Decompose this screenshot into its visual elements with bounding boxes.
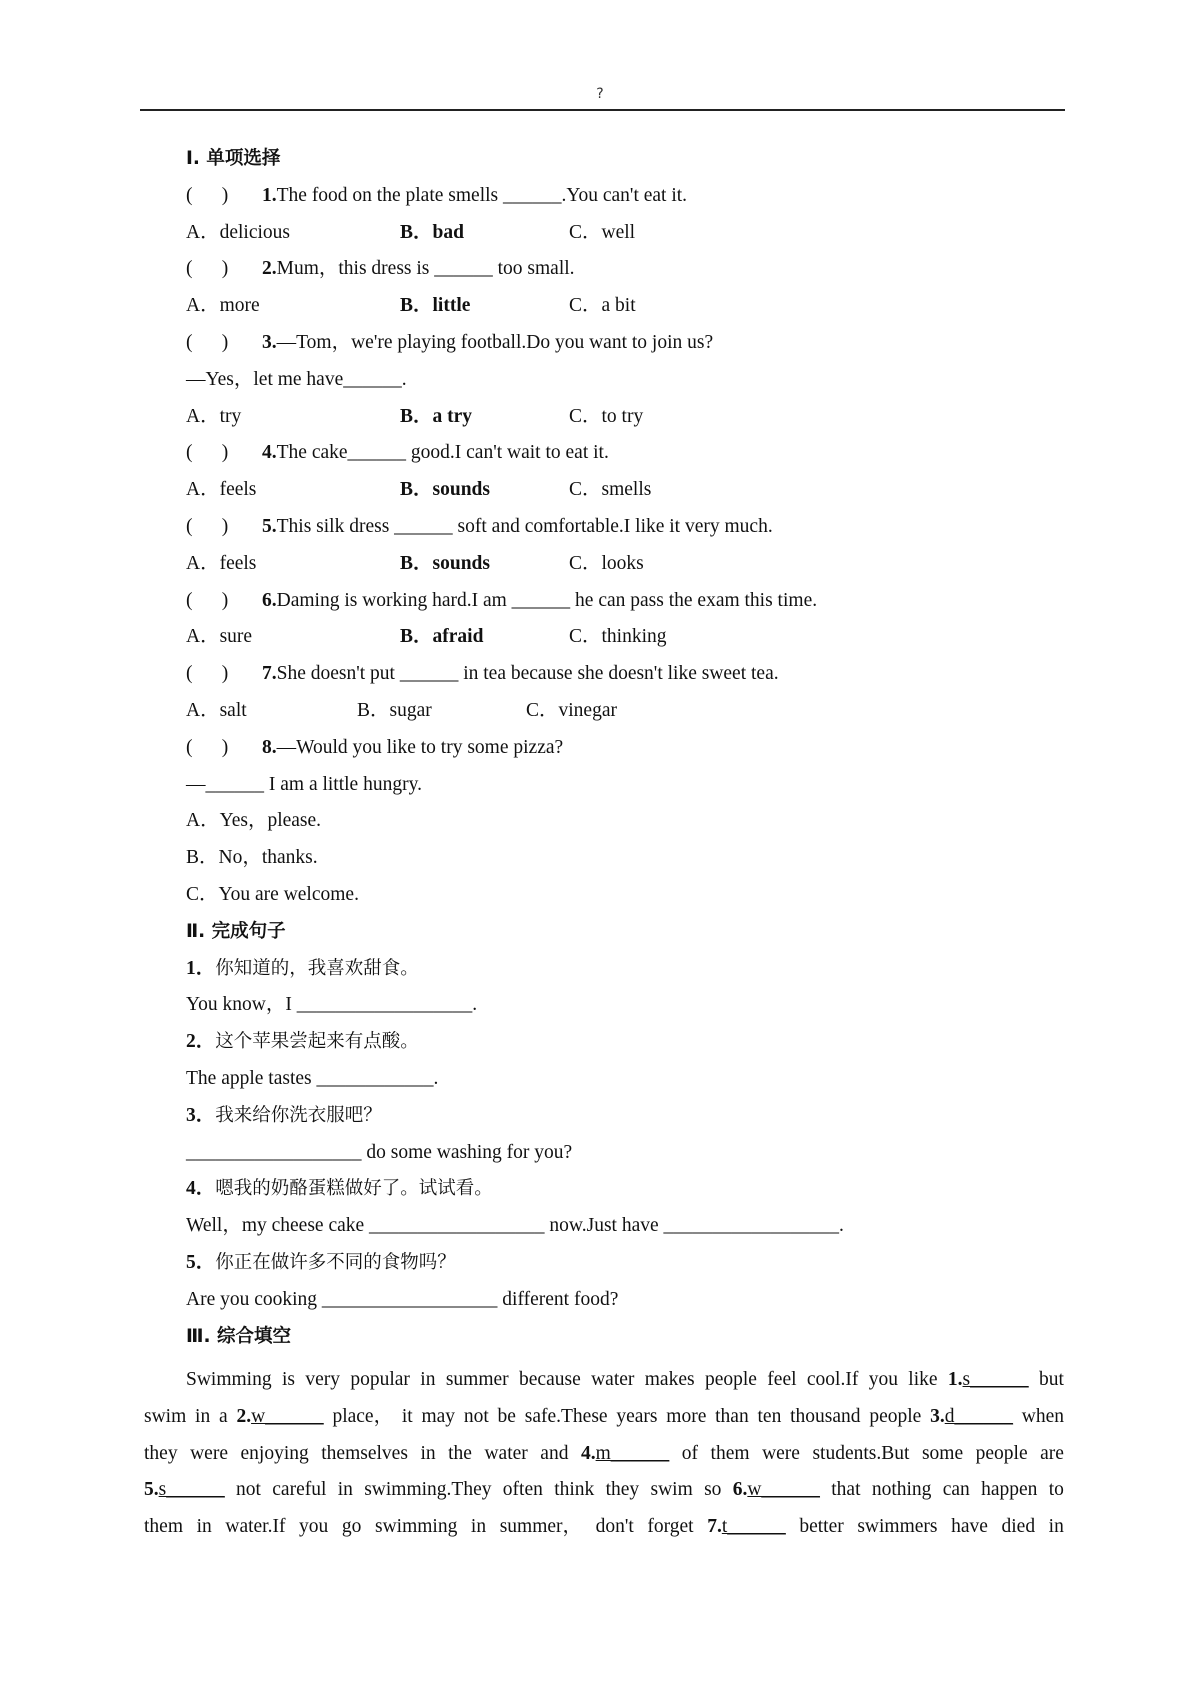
sentence-4-answer[interactable]: Well，my cheese cake __________________ now.Just have __________________. <box>186 1215 844 1237</box>
question-7 <box>186 656 1066 693</box>
word: because <box>519 1369 581 1390</box>
section-title-multiple-choice: Ⅰ. 单项选择 <box>186 148 281 169</box>
sentence-3-answer[interactable]: __________________ do some washing for you? <box>186 1141 573 1163</box>
word: in <box>420 1442 436 1464</box>
word: more <box>666 1405 707 1427</box>
question-1 <box>186 178 1066 215</box>
word: are <box>1040 1442 1064 1464</box>
word: them <box>710 1442 750 1464</box>
question-number: 5. <box>262 515 277 537</box>
word: to <box>1048 1479 1064 1501</box>
question-4-options <box>186 472 1066 509</box>
word: not <box>463 1405 489 1427</box>
sentence-number: 5． <box>186 1251 216 1273</box>
word: cool.If <box>806 1369 859 1390</box>
cloze-line-1 <box>144 1362 1064 1399</box>
word: like <box>908 1369 938 1390</box>
question-number: 1. <box>262 184 277 206</box>
answer-bracket[interactable]: ( ) <box>186 184 229 206</box>
cloze-line-4 <box>144 1472 1064 1509</box>
question-5-options <box>186 546 1066 583</box>
section-title-complete-sentences: Ⅱ. 完成句子 <box>186 920 286 942</box>
question-1-options <box>186 215 1066 252</box>
word: safe.These <box>524 1405 608 1427</box>
word: happen <box>981 1479 1038 1501</box>
word: were <box>762 1442 800 1464</box>
word: it <box>401 1405 413 1427</box>
answer-bracket[interactable]: ( ) <box>186 258 229 280</box>
word: thousand <box>790 1405 861 1427</box>
question-text: —Tom，we're playing football.Do you want to join us? <box>276 331 714 353</box>
word: people <box>869 1405 922 1427</box>
word: that <box>831 1479 861 1501</box>
chinese-prompt: 这个苹果尝起来有点酸。 <box>215 1031 419 1053</box>
word: place， <box>332 1405 394 1427</box>
option-a[interactable]: A．feels <box>186 552 257 574</box>
sentence-4-prompt <box>186 1171 1066 1208</box>
word: so <box>704 1479 722 1501</box>
blank-number: 1. <box>947 1369 963 1390</box>
word: often <box>502 1479 543 1501</box>
word: swimming <box>374 1516 458 1538</box>
option-b[interactable]: B．afraid <box>400 626 484 648</box>
word: is <box>281 1369 295 1390</box>
header-mark: ? <box>596 86 604 102</box>
word: in <box>470 1516 487 1538</box>
question-number: 4. <box>262 442 277 464</box>
word: you <box>299 1516 329 1538</box>
word: summer， <box>499 1516 583 1538</box>
cloze-line-3 <box>144 1436 1064 1473</box>
cloze-blank-6[interactable] <box>733 1472 820 1509</box>
word: of <box>681 1442 699 1464</box>
word: have <box>951 1516 988 1538</box>
question-5 <box>186 509 1066 546</box>
option-b[interactable]: B．little <box>400 295 471 317</box>
question-3-options <box>186 399 1066 436</box>
word: swim <box>144 1405 187 1427</box>
word: themselves <box>321 1442 408 1464</box>
question-text: —Would you like to try some pizza? <box>276 736 564 758</box>
word: swimming.They <box>364 1479 492 1501</box>
option-a[interactable]: A．sure <box>186 626 253 648</box>
word: nothing <box>871 1479 932 1501</box>
word: don't <box>595 1516 634 1538</box>
section-title-cloze: Ⅲ. 综合填空 <box>186 1325 291 1347</box>
word: the <box>448 1442 472 1464</box>
word: them <box>144 1516 183 1538</box>
answer-bracket[interactable]: ( ) <box>186 331 229 353</box>
option-a[interactable]: A．delicious <box>186 221 290 243</box>
option-b[interactable]: B．sugar <box>357 699 432 721</box>
cloze-blank-5[interactable] <box>144 1472 225 1509</box>
option-c[interactable]: C．You are welcome. <box>186 883 359 905</box>
option-c[interactable]: C．well <box>569 221 636 243</box>
question-4 <box>186 435 1066 472</box>
word: makes <box>644 1369 695 1390</box>
blank-number: 3. <box>930 1405 945 1427</box>
sentence-3-prompt <box>186 1098 1066 1135</box>
word: feel <box>767 1369 797 1390</box>
sentence-1-prompt <box>186 951 1066 988</box>
exercise-content <box>186 141 1066 1355</box>
sentence-2-prompt <box>186 1024 1066 1061</box>
answer-bracket[interactable]: ( ) <box>186 442 229 464</box>
question-6 <box>186 583 1066 620</box>
blank-number: 5. <box>144 1479 159 1501</box>
blank-number: 7. <box>707 1516 722 1538</box>
word: water <box>484 1442 528 1464</box>
blank-hint: t______ <box>721 1516 786 1538</box>
blank-hint: w______ <box>251 1405 324 1427</box>
option-c[interactable]: C．thinking <box>569 626 667 648</box>
blank-hint: d______ <box>944 1405 1013 1427</box>
word: summer <box>445 1369 509 1390</box>
word: they <box>605 1479 640 1501</box>
option-b[interactable]: B．bad <box>400 221 464 243</box>
option-c[interactable]: C．looks <box>569 552 644 574</box>
word: died <box>1001 1516 1036 1538</box>
blank-number: 4. <box>580 1442 596 1464</box>
word: in <box>195 1405 211 1427</box>
cloze-blank-7[interactable] <box>707 1509 786 1546</box>
word: years <box>616 1405 658 1427</box>
question-2-options <box>186 288 1066 325</box>
answer-bracket[interactable]: ( ) <box>186 736 229 758</box>
word: careful <box>272 1479 327 1501</box>
option-c[interactable]: C．smells <box>569 479 652 501</box>
word: but <box>1038 1369 1064 1390</box>
header-rule <box>140 109 1065 111</box>
chinese-prompt: 我来给你洗衣服吧？ <box>215 1104 382 1126</box>
question-3-reply: —Yes，let me have______. <box>186 368 407 390</box>
answer-bracket[interactable]: ( ) <box>186 589 229 611</box>
question-text: Daming is working hard.I am ______ he can pass the exam this time. <box>276 589 818 611</box>
word: be <box>497 1405 516 1427</box>
sentence-5-answer[interactable]: Are you cooking __________________ different food? <box>186 1288 619 1310</box>
word: they <box>144 1442 178 1464</box>
option-c[interactable]: C．a bit <box>569 295 636 317</box>
question-3 <box>186 325 1066 362</box>
sentence-number: 1． <box>186 957 216 979</box>
chinese-prompt: 你正在做许多不同的食物吗？ <box>215 1251 456 1273</box>
question-number: 8. <box>262 736 277 758</box>
question-text: The cake______ good.I can't wait to eat it. <box>276 442 609 464</box>
word: forget <box>647 1516 694 1538</box>
question-text: The food on the plate smells ______.You can't eat it. <box>276 184 688 206</box>
blank-hint: m______ <box>595 1442 670 1464</box>
sentence-2-answer[interactable]: The apple tastes ____________. <box>186 1067 439 1089</box>
option-b[interactable]: B．No，thanks. <box>186 847 318 869</box>
word: you <box>868 1369 898 1390</box>
blank-hint: s______ <box>158 1479 225 1501</box>
cloze-blank-4[interactable] <box>581 1436 669 1473</box>
answer-bracket[interactable]: ( ) <box>186 515 229 537</box>
word: ten <box>757 1405 782 1427</box>
word: were <box>190 1442 228 1464</box>
word: better <box>799 1516 844 1538</box>
question-7-options <box>186 693 1066 730</box>
cloze-blank-3[interactable] <box>930 1399 1013 1436</box>
word: people <box>704 1369 757 1390</box>
chinese-prompt: 你知道的，我喜欢甜食。 <box>215 957 419 979</box>
word: people <box>975 1442 1028 1464</box>
word: some <box>921 1442 964 1464</box>
option-a[interactable]: A．try <box>186 405 242 427</box>
word: water <box>591 1369 635 1390</box>
question-number: 2. <box>262 258 277 280</box>
cloze-line-2 <box>144 1399 1064 1436</box>
question-8 <box>186 730 1066 767</box>
option-a[interactable]: A．feels <box>186 479 257 501</box>
word: students.But <box>812 1442 910 1464</box>
question-number: 3. <box>262 331 277 353</box>
word: think <box>554 1479 595 1501</box>
word: swim <box>650 1479 693 1501</box>
word: in <box>420 1369 436 1390</box>
question-number: 6. <box>262 589 277 611</box>
option-c[interactable]: C．to try <box>569 405 644 427</box>
word: swimmers <box>857 1516 938 1538</box>
question-text: She doesn't put ______ in tea because she doesn't like sweet tea. <box>276 663 779 685</box>
chinese-prompt: 嗯我的奶酪蛋糕做好了。试试看。 <box>215 1178 493 1200</box>
question-2 <box>186 251 1066 288</box>
word: when <box>1021 1405 1064 1427</box>
word: very <box>305 1369 340 1390</box>
blank-hint: s______ <box>962 1369 1029 1390</box>
option-a[interactable]: A．more <box>186 295 260 317</box>
cloze-blank-1[interactable] <box>948 1362 1029 1399</box>
option-c[interactable]: C．vinegar <box>526 699 617 721</box>
word: can <box>942 1479 970 1501</box>
question-8-reply: —______ I am a little hungry. <box>186 773 422 795</box>
option-b[interactable]: B．sounds <box>400 479 490 501</box>
option-b[interactable]: B．sounds <box>400 552 490 574</box>
sentence-number: 3． <box>186 1104 216 1126</box>
word: in <box>196 1516 212 1538</box>
word: popular <box>350 1369 410 1390</box>
word: than <box>715 1405 749 1427</box>
sentence-5-prompt <box>186 1245 1066 1282</box>
answer-bracket[interactable]: ( ) <box>186 663 229 685</box>
blank-number: 2. <box>236 1405 252 1427</box>
question-text: Mum，this dress is ______ too small. <box>276 258 575 280</box>
question-text: This silk dress ______ soft and comfortable.I like it very much. <box>276 515 773 537</box>
blank-hint: w______ <box>747 1479 820 1501</box>
word: enjoying <box>240 1442 309 1464</box>
question-number: 7. <box>262 663 277 685</box>
cloze-line-5 <box>144 1509 1064 1546</box>
word: a <box>219 1405 228 1427</box>
cloze-blank-2[interactable] <box>236 1399 323 1436</box>
sentence-1-answer[interactable]: You know，I __________________. <box>186 994 478 1016</box>
option-a[interactable]: A．Yes，please. <box>186 810 322 832</box>
option-b[interactable]: B．a try <box>400 405 473 427</box>
word: may <box>421 1405 456 1427</box>
option-a[interactable]: A．salt <box>186 699 247 721</box>
word: water.If <box>225 1516 286 1538</box>
word: in <box>337 1479 353 1501</box>
word: in <box>1048 1516 1064 1538</box>
word: not <box>236 1479 261 1501</box>
question-6-options <box>186 619 1066 656</box>
word: Swimming <box>186 1369 272 1390</box>
cloze-paragraph <box>144 1362 1064 1546</box>
sentence-number: 2． <box>186 1031 216 1053</box>
word: go <box>341 1516 362 1538</box>
blank-number: 6. <box>732 1479 748 1501</box>
sentence-number: 4． <box>186 1178 216 1200</box>
word: and <box>540 1442 569 1464</box>
